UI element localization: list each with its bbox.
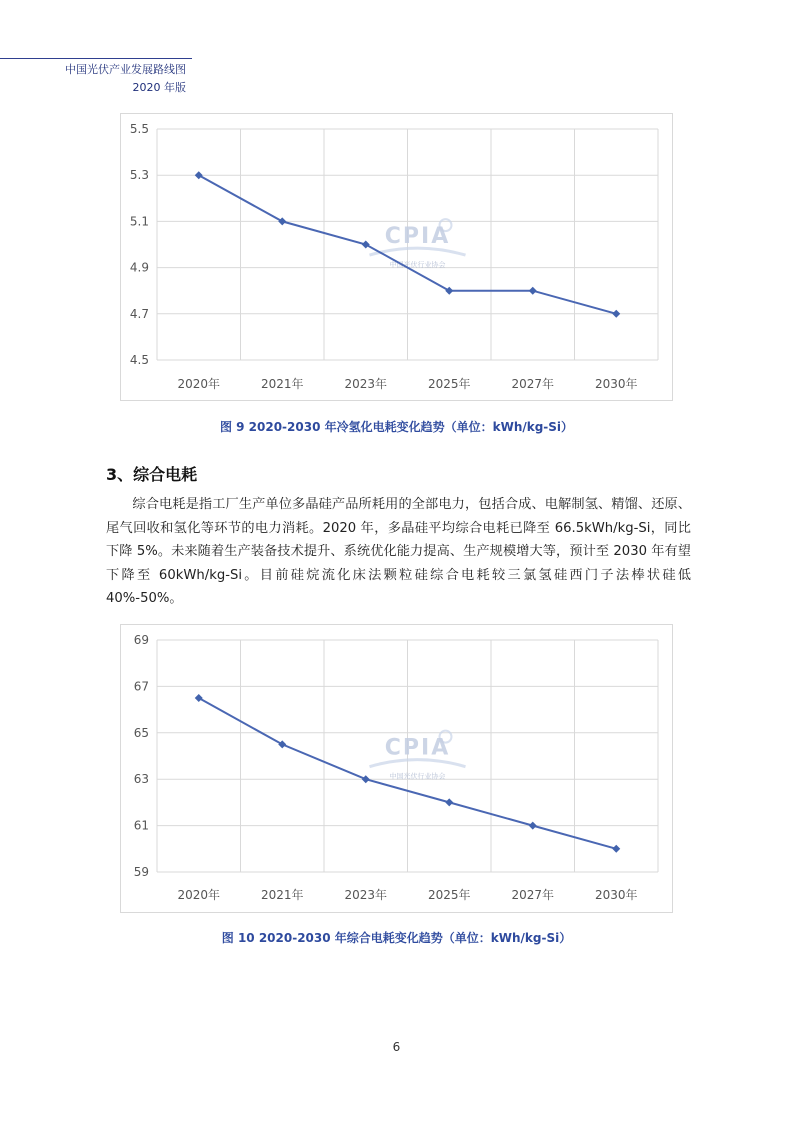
chart1-data-point [445,287,453,295]
chart1-xtick-label: 2027年 [511,377,555,391]
chart2-ytick-label: 67 [133,679,149,694]
chart1-xtick-label: 2030年 [594,377,638,391]
chart2-xtick-label: 2020年 [177,888,221,902]
chart2-xtick-label: 2030年 [594,888,638,902]
chart2-watermark-logo: CPIA [384,735,451,761]
figure-9-caption: 图 9 2020-2030 年冷氢化电耗变化趋势（单位：kWh/kg-Si） [219,420,574,434]
figure-10-chart [120,624,673,913]
page-number: 6 [392,1040,401,1054]
figure-9-plot [121,114,672,400]
body-paragraph: 综合电耗是指工厂生产单位多晶硅产品所耗用的全部电力，包括合成、电解制氢、精馏、还原、尾气回收和氢化等环节的电力消耗。2020 年，多晶硅平均综合电耗已降至 66.5kWh/kg-Si，同比下降 5%。未来随着生产装备技术提升、系统优化能力提高、生产规模增大等，预计至 2030 年有望下降至 60kWh/kg-Si。目前硅烷流化床法颗粒硅综合电耗较三氯氢硅西门子法棒状硅低 40%-50%。 [106,497,691,606]
chart1-data-point [612,310,620,318]
chart2-xtick-label: 2027年 [511,888,555,902]
header-title: 中国光伏产业发展路线图 [65,63,186,76]
chart2-data-point [362,775,370,783]
chart1-watermark-logo: CPIA [384,224,451,250]
chart1-ytick-label: 5.1 [129,214,149,229]
chart1-ytick-label: 5.3 [129,168,149,183]
chart1-xtick-label: 2021年 [260,377,304,391]
chart1-ytick-label: 5.5 [129,122,149,136]
chart1-ytick-label: 4.9 [129,260,149,275]
chart2-ytick-label: 69 [133,633,149,647]
figure-10-plot [121,625,672,912]
chart2-xtick-label: 2021年 [260,888,304,902]
chart2-ytick-label: 65 [133,725,149,740]
chart1-xtick-label: 2023年 [344,377,388,391]
chart1-xtick-label: 2025年 [427,377,471,391]
chart2-ytick-label: 59 [133,865,149,879]
section-heading: 3、综合电耗 [106,465,198,484]
chart2-xtick-label: 2023年 [344,888,388,902]
chart2-data-point [278,740,286,748]
chart1-data-point [195,171,203,179]
header-rule [0,58,192,59]
figure-10-caption: 图 10 2020-2030 年综合电耗变化趋势（单位：kWh/kg-Si） [221,931,572,945]
chart1-data-point [362,241,370,249]
header-edition: 2020 年版 [132,81,186,94]
chart2-watermark-swoosh [370,760,466,767]
chart1-watermark-org: 中国光伏行业协会 [389,261,446,270]
chart2-ytick-label: 63 [133,772,149,787]
chart1-ytick-label: 4.7 [129,306,149,321]
chart1-xtick-label: 2020年 [177,377,221,391]
chart2-data-point [612,845,620,853]
chart2-data-point [195,694,203,702]
chart2-data-point [445,798,453,806]
chart2-data-point [529,822,537,830]
chart1-data-point [529,287,537,295]
chart1-data-point [278,217,286,225]
figure-9-chart [120,113,673,401]
chart2-ytick-label: 61 [133,818,149,833]
chart1-ytick-label: 4.5 [129,353,149,367]
chart2-xtick-label: 2025年 [427,888,471,902]
chart2-watermark-org: 中国光伏行业协会 [389,772,446,781]
